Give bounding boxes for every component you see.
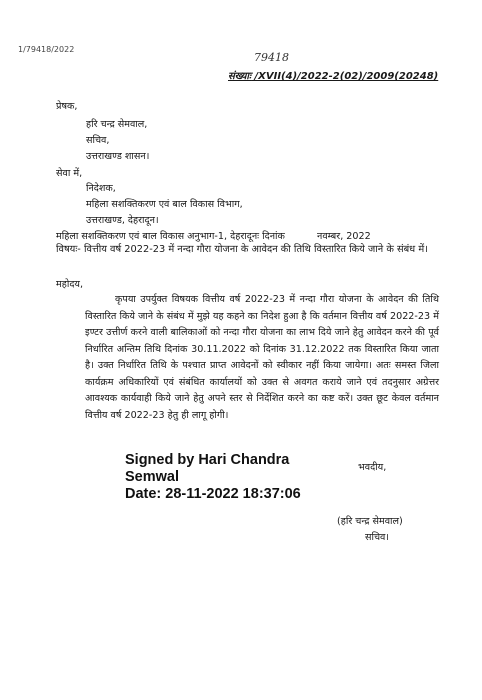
sender-office: उत्तराखण्ड शासन।	[86, 151, 150, 162]
recipient-location: उत्तराखण्ड, देहरादून।	[86, 215, 159, 226]
body-paragraph: कृपया उपर्युक्त विषयक वित्तीय वर्ष 2022-23 में नन्दा गौरा योजना के आवेदन की तिथि विस्तारित किये जाने के संबंध में मुझे यह कहने का निदेश हुआ है कि वर्तमान वित्तीय वर्ष 2022-23 में इण्टर उत्तीर्ण करने वाली बालिकाओं को नन्दा गौरा योजना का लाभ दिये जाने हेतु आवेदन करने की पूर्व निर्धारित अन्तिम तिथि दिनांक 30.11.2022 को दिनांक 31.12.2022 तक विस्तारित किया जाता है। उक्त निर्धारित तिथि के पश्चात प्राप्त आवेदनों को स्वीकार नहीं किया जायेगा। अतः समस्त जिला कार्यक्रम अधिकारियों एवं संबंधित कार्यालयों को उक्त से अवगत कराये जाने एवं तदनुसार अग्रेत्तर आवश्यक कार्यवाही किये जाने हेतु अपने स्तर से निर्देशित करने का कष्ट करें। उक्त छूट केवल वर्तमान वित्तीय वर्ष 2022-23 हेतु ही लागू होगी।	[85, 294, 439, 421]
signatory-name: (हरि चन्द्र सेमवाल)	[337, 516, 403, 527]
handwritten-number: 79418	[254, 51, 289, 64]
subject: विषयः- वित्तीय वर्ष 2022-23 में नन्दा गौरा योजना के आवेदन की तिथि विस्तारित किये जाने के संबंध में।	[56, 244, 428, 255]
signature-line-1: Signed by Hari Chandra	[125, 452, 290, 468]
sender-name: हरि चन्द्र सेमवाल,	[86, 119, 148, 130]
signature-line-3: Date: 28-11-2022 18:37:06	[125, 486, 301, 502]
sender-label: प्रेषक,	[56, 101, 78, 112]
signature-line-2: Semwal	[125, 469, 179, 485]
place-date: देहरादूनः दिनांक	[230, 231, 285, 242]
section-line	[56, 229, 371, 242]
sender-designation: सचिव,	[86, 135, 110, 146]
section-name: महिला सशक्तिकरण एवं बाल विकास अनुभाग-1,	[56, 231, 228, 242]
salutation: महोदय,	[56, 279, 84, 290]
month-year: नवम्बर, 2022	[317, 231, 371, 242]
to-label: सेवा में,	[56, 168, 83, 179]
reference-value: /XVII(4)/2022-2(02)/2009(20248)	[254, 71, 439, 82]
digital-signature	[125, 452, 301, 503]
recipient-title: निदेशक,	[86, 183, 116, 194]
reference-prefix: संख्याः	[228, 71, 252, 82]
closing: भवदीय,	[358, 462, 387, 473]
recipient-department: महिला सशक्तिकरण एवं बाल विकास विभाग,	[86, 199, 243, 210]
document-number: 1/79418/2022	[18, 45, 75, 54]
reference-number	[228, 68, 438, 82]
signatory-designation: सचिव।	[365, 532, 390, 543]
